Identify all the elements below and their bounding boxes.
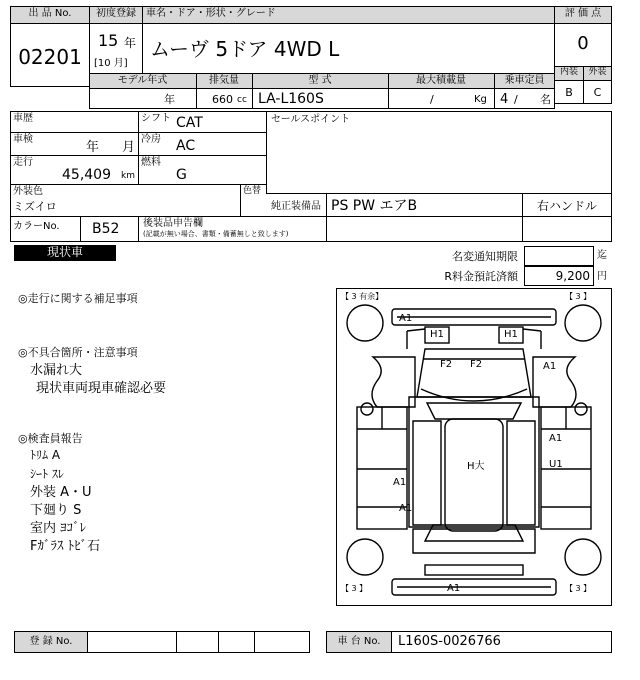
displacement-label: 排気量 [209,75,239,86]
defect-line-2: 現状車両現車確認必要 [36,381,167,396]
first-reg-month: [10 月] [94,58,128,69]
options-label: 純正装備品 [271,201,321,212]
options-value: PS PW エアB [331,198,418,214]
history-label: 車歴 [13,113,33,124]
mileage-unit: km [121,171,135,181]
inspector-line-6: Fｶﾞﾗｽ ﾄﾋﾞ石 [30,539,101,554]
displacement-unit: cc [237,95,247,105]
max-load-unit: Kg [474,94,487,105]
corner-note-br: 【 3 】 [565,584,592,593]
recycle-label: R料金預託済額 [444,270,518,283]
inspector-line-4: 下廻り S [30,503,82,518]
mileage-value: 45,409 [62,167,111,183]
name-change-cell [524,246,594,266]
model-year-unit: 年 [164,93,175,106]
car-name-label: 車名・ドア・形状・グレード [146,8,276,19]
name-change-unit: 迄 [597,250,607,261]
inspector-heading: ◎検査員報告 [18,432,83,445]
aircon-label: 冷房 [141,134,161,145]
interior-grade: B [565,86,573,99]
first-reg-year-unit: 年 [124,36,137,50]
car-diagram [336,288,612,606]
inspection-year: 年 [86,140,100,155]
eval-score: 0 [577,33,589,54]
mark-door-right-2: U1 [549,459,563,470]
color-no-value: B52 [92,221,120,237]
inspector-line-5: 室内 ﾖｺﾞﾚ [30,521,87,536]
aftermarket-label: 後装品申告欄 [143,218,203,229]
type: LA-L160S [258,91,324,107]
defects-heading: ◎不具合箇所・注意事項 [18,346,138,359]
recycle-fee: 9,200 [555,269,590,283]
eval-label: 評 価 点 [564,8,602,19]
aftermarket-note: (記載が無い場合、書類・備蓄無しと致します) [143,230,289,238]
model-year-label: モデル年式 [117,75,168,86]
car-outline-svg [337,289,611,605]
capacity: 4 [500,92,509,107]
inspection-month: 月 [122,140,136,155]
driving-heading: ◎走行に関する補足事項 [18,292,138,305]
ext-color-label: 外装色 [13,186,43,197]
mark-headlight-left: H1 [430,329,444,340]
mark-hood-1: F2 [440,359,453,370]
mark-door-left-2: A1 [399,503,413,514]
corner-note-tl: 【 3 有余】 [341,292,384,301]
type-label: 型 式 [308,75,332,86]
shift-label: シフト [141,113,171,124]
inspector-line-1: ﾄﾘﾑ A [30,448,61,462]
mark-door-left-1: A1 [393,477,407,488]
mark-door-right-1: A1 [549,433,563,444]
corner-note-bl: 【 3 】 [341,584,368,593]
aircon-value: AC [176,138,196,154]
displacement: 660 [212,93,233,106]
fuel-value: G [176,167,187,183]
exterior-label: 外装 [588,67,607,77]
reg-no-label: 登 録 No. [29,636,73,647]
capacity-label: 乗車定員 [504,75,545,86]
capacity-slash: / [514,93,518,106]
mark-hood-2: F2 [470,359,483,370]
repaint-label: 色替 [243,186,262,196]
chassis-label: 車 台 No. [337,636,381,647]
max-load-slash: / [430,93,434,106]
fuel-label: 燃料 [141,157,161,168]
interior-label: 内装 [559,67,578,77]
shift-value: CAT [176,115,203,131]
ext-color-value: ミズイロ [13,200,57,213]
corner-note-tr: 【 3 】 [565,292,592,301]
inspector-line-2: ｼｰﾄ ｽﾚ [30,467,64,481]
handle-value: 右ハンドル [536,199,597,213]
chassis-no: L160S-0026766 [398,634,501,649]
sales-points-label: セールスポイント [271,114,351,125]
mark-front-bumper: A1 [399,313,413,324]
max-load-label: 最大積載量 [416,75,466,86]
lot-no-label: 出 品 No. [28,8,72,19]
color-no-label: カラーNo. [13,221,60,232]
lot-no: 02201 [18,45,82,69]
mark-headlight-right: H1 [504,329,518,340]
exterior-grade: C [593,86,602,99]
first-reg-label: 初度登録 [96,8,136,19]
defect-line-1: 水漏れ大 [30,363,83,378]
first-reg-year: 15 [98,31,119,50]
status-title: 現状車 [14,245,116,261]
capacity-unit: 名 [540,93,551,106]
inspection-label: 車検 [13,134,33,145]
mark-rear-bumper: A1 [447,583,461,594]
car-name: ムーヴ 5ドア 4WD L [150,37,340,61]
recycle-unit: 円 [597,271,607,282]
mark-fender-right: A1 [543,361,557,372]
mark-roof: H大 [467,461,485,472]
inspector-line-3: 外装 A・U [30,485,92,500]
name-change-label: 名変通知期限 [452,250,518,263]
mileage-label: 走行 [13,157,33,168]
